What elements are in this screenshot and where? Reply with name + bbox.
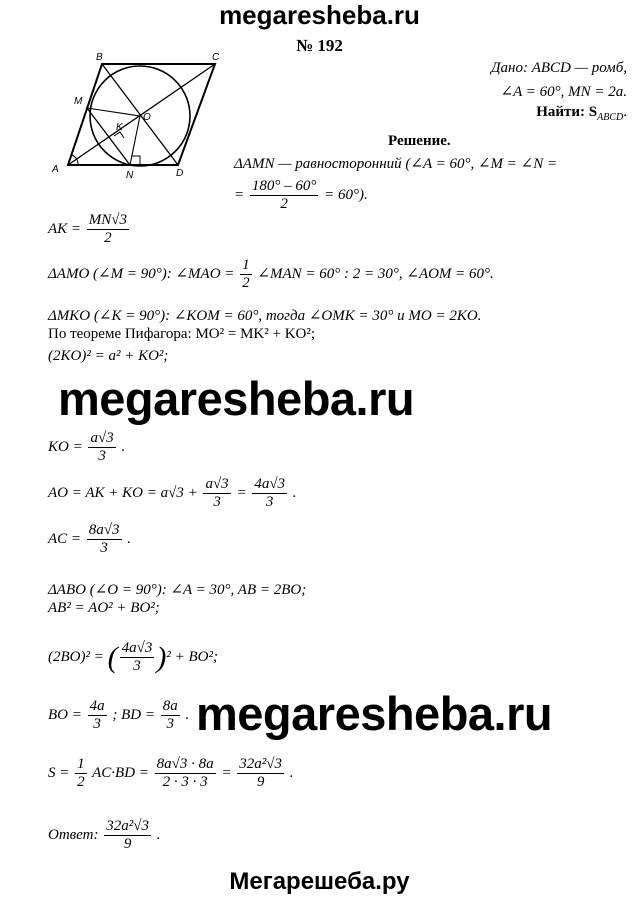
label-m: M — [74, 96, 83, 107]
frac-bd — [161, 698, 180, 734]
frac-2bo — [120, 640, 155, 676]
watermark-top: megaresheba.ru — [219, 0, 420, 30]
bd-post: . — [185, 707, 190, 724]
s-mid: AC·BD = — [92, 765, 149, 782]
frac-amo-num: 1 — [240, 257, 252, 275]
frac-amo-den: 2 — [242, 275, 250, 292]
frac-ac-num: 8a√3 — [87, 522, 122, 540]
line-answer — [48, 818, 160, 854]
frac-2bo-num: 4a√3 — [120, 640, 155, 658]
frac-amn — [250, 178, 319, 214]
line-bo-bd — [48, 698, 189, 734]
answer-label: Ответ: — [48, 827, 99, 844]
amn2-pre: = — [234, 187, 245, 204]
line-amn: ΔAMN — равносторонний (∠A = 60°, ∠M = ∠N = — [234, 156, 558, 172]
frac-bd-den: 3 — [166, 716, 174, 733]
frac-bo-den: 3 — [93, 716, 101, 733]
frac-s-3 — [237, 756, 284, 792]
given-line-2: ∠A = 60°, MN = 2a. — [500, 84, 627, 100]
frac-ao-1 — [203, 476, 230, 512]
ac-pre: AC = — [48, 531, 82, 548]
frac-ao1-num: a√3 — [203, 476, 230, 494]
frac-amn-num: 180° – 60° — [250, 178, 319, 196]
frac-s1-num: 1 — [75, 756, 87, 774]
frac-ao1-den: 3 — [213, 494, 221, 511]
frac-ak-num: MN√3 — [87, 212, 129, 230]
diagonal-bd — [102, 64, 178, 165]
label-d: D — [176, 168, 184, 179]
watermark-mid-2: megaresheba.ru — [196, 687, 553, 740]
ko-pre: KO = — [48, 439, 83, 456]
frac-s2-den: 2 · 3 · 3 — [162, 774, 208, 791]
frac-ko — [88, 430, 115, 466]
amo-post: ∠MAN = 60° : 2 = 30°, ∠AOM = 60°. — [257, 266, 494, 283]
line-ab2: AB² = AO² + BO²; — [48, 600, 160, 616]
line-amo — [48, 257, 494, 293]
find-suffix: . — [623, 104, 627, 120]
frac-ko-num: a√3 — [88, 430, 115, 448]
frac-s3-den: 9 — [256, 774, 265, 791]
frac-ao-2 — [252, 476, 287, 512]
frac-s1-den: 2 — [77, 774, 85, 791]
solution-title: Решение. — [388, 133, 451, 149]
s-post: . — [289, 765, 294, 782]
frac-bo-num: 4a — [88, 698, 107, 716]
given-line-1: Дано: ABCD — ромб, — [490, 60, 627, 76]
frac-answer-num: 32a²√3 — [104, 818, 151, 836]
bo-pre: BO = — [48, 707, 82, 724]
label-c: C — [212, 52, 220, 63]
2bo-pre: (2BO)² = — [48, 649, 104, 666]
find-label: Найти: S — [536, 104, 598, 120]
label-o: O — [143, 112, 151, 123]
frac-ao2-num: 4a√3 — [252, 476, 287, 494]
2bo-post: ² + BO²; — [166, 649, 218, 666]
paren-open: ( — [107, 640, 118, 674]
line-2ko: (2KO)² = a² + KO²; — [48, 348, 169, 364]
find-sub: ABCD — [597, 112, 624, 123]
watermark-mid: megaresheba.ru — [58, 372, 415, 425]
label-a: A — [52, 164, 59, 175]
rhombus-figure — [40, 50, 240, 185]
frac-ac — [87, 522, 122, 558]
frac-ac-den: 3 — [100, 540, 108, 557]
bo-mid: ; BD = — [112, 707, 155, 724]
ak-pre: AK = — [48, 221, 82, 238]
ao-pre: AO = AK + KO = a√3 + — [48, 485, 198, 502]
frac-s3-num: 32a²√3 — [237, 756, 284, 774]
right-angle-n — [132, 156, 140, 165]
frac-s-2 — [155, 756, 216, 792]
line-pythagoras: По теореме Пифагора: MO² = MK² + KO²; — [48, 326, 316, 342]
answer-post: . — [156, 827, 161, 844]
ao-mid: = — [236, 485, 247, 502]
line-s — [48, 756, 294, 792]
line-abo: ΔABO (∠O = 90°): ∠A = 30°, AB = 2BO; — [48, 582, 307, 598]
frac-ak-den: 2 — [104, 230, 112, 247]
given-line-3 — [536, 104, 627, 123]
label-b: B — [96, 52, 103, 63]
line-mko: ΔMKO (∠K = 90°): ∠KOM = 60°, тогда ∠OMK = 30° и MO = 2KO. — [48, 308, 482, 324]
frac-answer-den: 9 — [123, 836, 132, 853]
ac-post: . — [127, 531, 132, 548]
line-amn-2 — [234, 178, 368, 214]
line-ac — [48, 522, 131, 558]
line-ao — [48, 476, 297, 512]
segment-on — [130, 116, 140, 165]
s-pre: S = — [48, 765, 70, 782]
frac-answer — [104, 818, 151, 854]
ko-post: . — [121, 439, 126, 456]
frac-2bo-den: 3 — [133, 658, 141, 675]
problem-number: № 192 — [296, 36, 343, 55]
frac-bo — [88, 698, 107, 734]
line-ko — [48, 430, 125, 466]
frac-ko-den: 3 — [98, 448, 106, 465]
frac-ao2-den: 3 — [265, 494, 274, 511]
frac-bd-num: 8a — [161, 698, 180, 716]
paren-close: ) — [156, 640, 167, 674]
frac-ak — [87, 212, 129, 248]
watermark-bottom: Мегарешеба.ру — [229, 868, 410, 895]
label-k: K — [116, 122, 123, 133]
ao-post: . — [292, 485, 297, 502]
line-ak — [48, 212, 131, 248]
frac-s-1 — [75, 756, 87, 792]
amo-pre: ΔAMO (∠M = 90°): ∠MAO = — [48, 266, 235, 283]
label-n: N — [126, 170, 134, 181]
amn2-post: = 60°). — [324, 187, 368, 204]
frac-s2-num: 8a√3 · 8a — [155, 756, 216, 774]
frac-amo — [240, 257, 252, 293]
frac-amn-den: 2 — [280, 196, 288, 213]
segment-mo — [87, 108, 140, 116]
line-2bo — [48, 640, 218, 676]
s-eq: = — [221, 765, 232, 782]
